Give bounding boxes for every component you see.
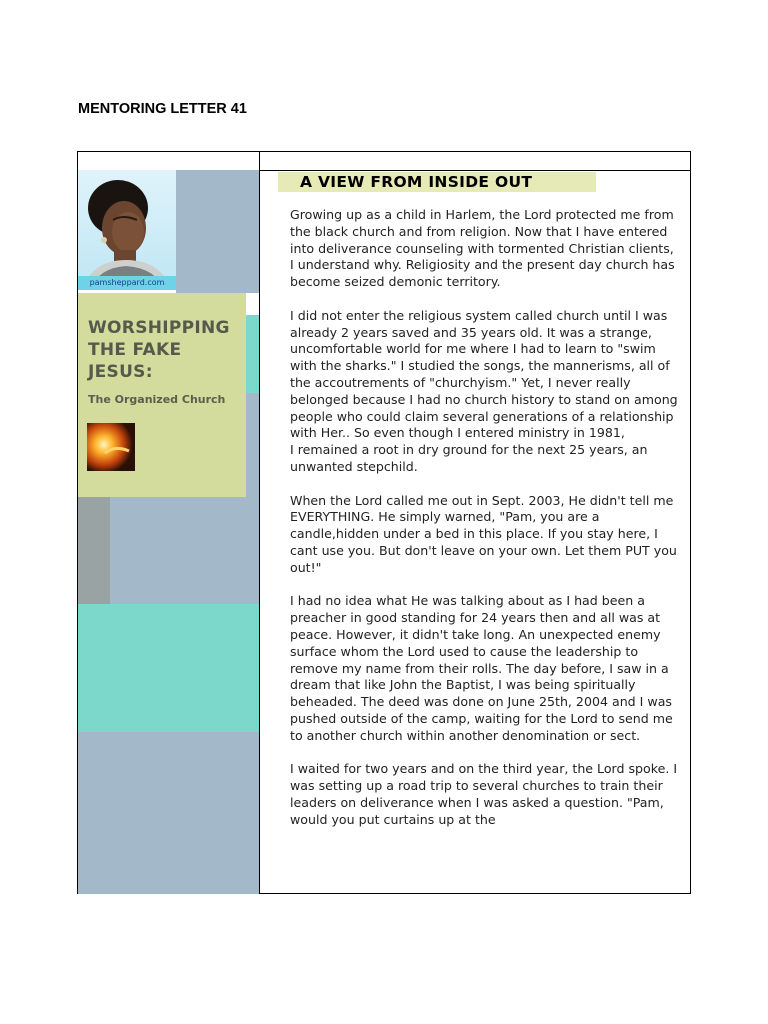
table-header-row [78,152,690,171]
book-title: WORSHIPPING THE FAKE JESUS: [88,318,230,382]
photo-caption: pamsheppard.com [78,276,176,290]
sidebar-column [78,170,259,894]
author-photo [78,170,176,290]
paragraph: I did not enter the religious system called church until I was already 2 years saved and 35 years old. It was a strange, uncomfortable world for me where I had to learn to "swim with the sharks." I studied the songs, the mannerisms, all of the accoutrements of "churchyism." Yet, I never really belonged because I had no church history to stand on among people who could claim several generations of a relationship with Her.. So even though I entered ministry in 1981, I remained a root in dry ground for the next 25 years, an unwanted stepchild. [290,307,678,474]
paragraph: When the Lord called me out in Sept. 2003, He didn't tell me EVERYTHING. He simply warned, "Pam, you are a candle,hidden under a bed in this place. If you stay here, I cant use you. But don't leave on your own. Let them PUT you out!" [290,492,677,575]
deco-block-steel-bottom [78,732,259,894]
article-body [290,207,678,845]
article-heading: A VIEW FROM INSIDE OUT [278,172,596,192]
deco-block-steel-mid [246,393,259,497]
paragraph: I had no idea what He was talking about as I had been a preacher in good standing for 24 years then and all was at peace. However, it didn't take long. An unexpected enemy surface whom the Lord used to cause the leadership to remove my name from their rolls. The day before, I saw in a dream that like John the Baptist, I was being spiritually beheaded. The deed was done on June 25th, 2004 and I was pushed outside of the camp, waiting for the Lord to send me to another church within another denomination or sect. [290,593,673,743]
candle-flame-image [87,423,135,471]
book-subtitle: The Organized Church [88,393,226,406]
deco-block-teal-upper [246,315,259,393]
paragraph: I waited for two years and on the third year, the Lord spoke. I was setting up a road trip to several churches to train their leaders on deliverance when I was asked a question. "Pam, would you put curtains up at the [290,761,678,827]
layout-table [77,151,691,894]
document-title: MENTORING LETTER 41 [78,101,247,117]
deco-block-steel-top [176,170,259,293]
book-cover [78,293,246,497]
deco-block-teal-large [78,604,259,732]
paragraph: Growing up as a child in Harlem, the Lord protected me from the black church and from religion. Now that I have entered into deliverance counseling with tormented Christian clients, I understand why. Religiosity and the present day church has become seized demonic territory. [290,207,675,290]
article-column [260,170,690,894]
deco-block-gray [78,497,110,604]
deco-block-steel-right [110,497,259,604]
